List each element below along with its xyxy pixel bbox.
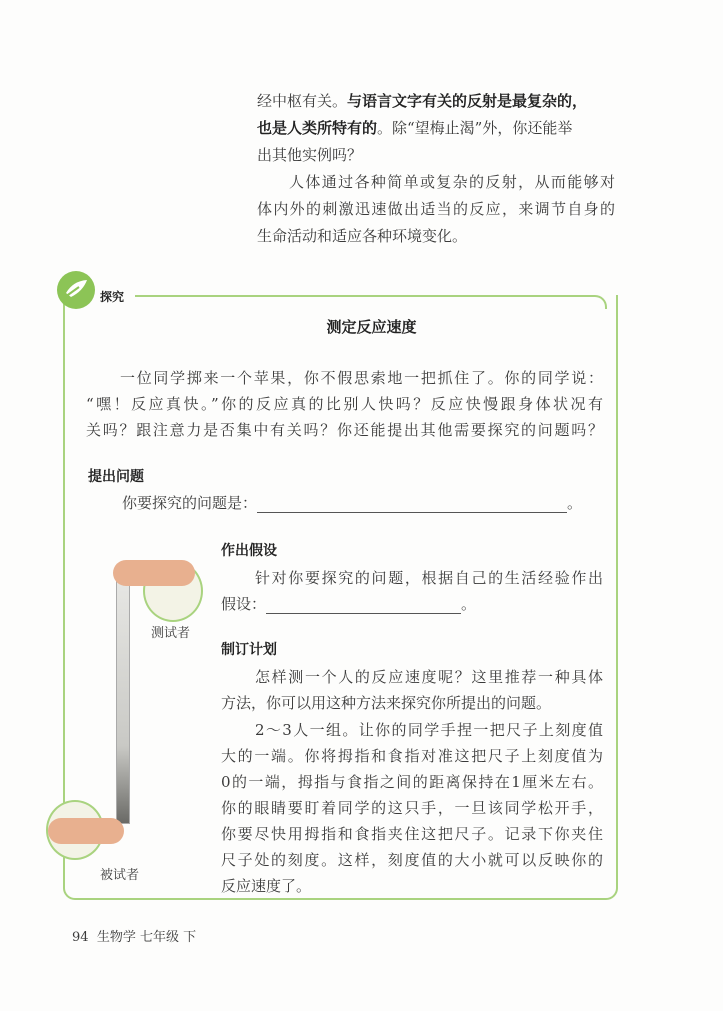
period: 。 <box>567 494 583 512</box>
tester-label: 测试者 <box>151 626 191 641</box>
inquiry-para-line: 一位同学掷来一个苹果，你不假思索地一把抓住了。你的同学说： <box>120 369 603 387</box>
inquiry-para-line: “嘿！反应真快。”你的反应真的比别人快吗？反应快慢跟身体状况有 <box>86 395 603 413</box>
plan-line: 尺子处的刻度。这样，刻度值的大小就可以反映你的 <box>221 851 603 869</box>
intro-line-5: 体内外的刺激迅速做出适当的反应，来调节自身的 <box>257 200 615 218</box>
plan-line: 反应速度了。 <box>221 877 312 895</box>
ask-heading: 提出问题 <box>88 469 144 485</box>
inquiry-para-line: 关吗？跟注意力是否集中有关吗？你还能提出其他需要探究的问题吗？ <box>86 421 603 439</box>
plan-line: 怎样测一个人的反应速度呢？这里推荐一种具体 <box>255 668 603 686</box>
ask-prompt: 你要探究的问题是： <box>122 494 258 512</box>
period: 。 <box>461 595 477 613</box>
plan-line: 你的眼睛要盯着同学的这只手，一旦该同学松开手， <box>221 799 603 817</box>
intro-line-1 <box>257 91 587 111</box>
plan-line: 0的一端，拇指与食指之间的距离保持在1厘米左右。 <box>221 773 603 791</box>
hypothesis-line: 针对你要探究的问题，根据自己的生活经验作出 <box>255 569 603 587</box>
intro-line-3: 出其他实例吗？ <box>257 146 363 164</box>
page-number: 94 <box>72 930 89 945</box>
ruler-image <box>116 566 130 824</box>
intro-bold-text: 也是人类所特有的 <box>257 119 378 137</box>
hypothesis-blank-field[interactable] <box>266 599 461 614</box>
inquiry-title: 测定反应速度 <box>326 318 417 336</box>
hypothesis-heading: 作出假设 <box>221 543 277 559</box>
page-footer <box>72 928 196 948</box>
plan-line: 2～3人一组。让你的同学手捏一把尺子上刻度值 <box>255 721 603 739</box>
inquiry-box-border <box>135 295 607 309</box>
plan-line: 你要尽快用拇指和食指夹住这把尺子。记录下你夹住 <box>221 825 603 843</box>
hypothesis-line <box>221 594 476 614</box>
intro-text: 经中枢有关。 <box>257 92 348 110</box>
inquiry-label: 探究 <box>100 290 125 304</box>
plan-heading: 制订计划 <box>221 642 277 658</box>
question-blank-field[interactable] <box>257 498 567 513</box>
ask-prompt-line <box>122 493 582 513</box>
intro-bold-text: 与语言文字有关的反射是最复杂的， <box>347 92 588 110</box>
book-title: 生物学 七年级 下 <box>96 930 197 945</box>
plan-line: 方法，你可以用这种方法来探究你所提出的问题。 <box>221 694 552 712</box>
intro-line-2 <box>257 118 572 138</box>
subject-hand-image <box>48 818 124 844</box>
intro-line-4: 人体通过各种简单或复杂的反射，从而能够对 <box>289 173 615 191</box>
hypothesis-prompt: 假设： <box>221 595 267 613</box>
inquiry-leaf-icon <box>57 271 95 309</box>
plan-line: 大的一端。你将拇指和食指对准这把尺子上刻度值为 <box>221 747 603 765</box>
tester-hand-image <box>113 560 195 586</box>
intro-text: 。除“望梅止渴”外，你还能举 <box>377 119 573 137</box>
intro-line-6: 生命活动和适应各种环境变化。 <box>257 227 468 245</box>
subject-label: 被试者 <box>100 868 140 883</box>
